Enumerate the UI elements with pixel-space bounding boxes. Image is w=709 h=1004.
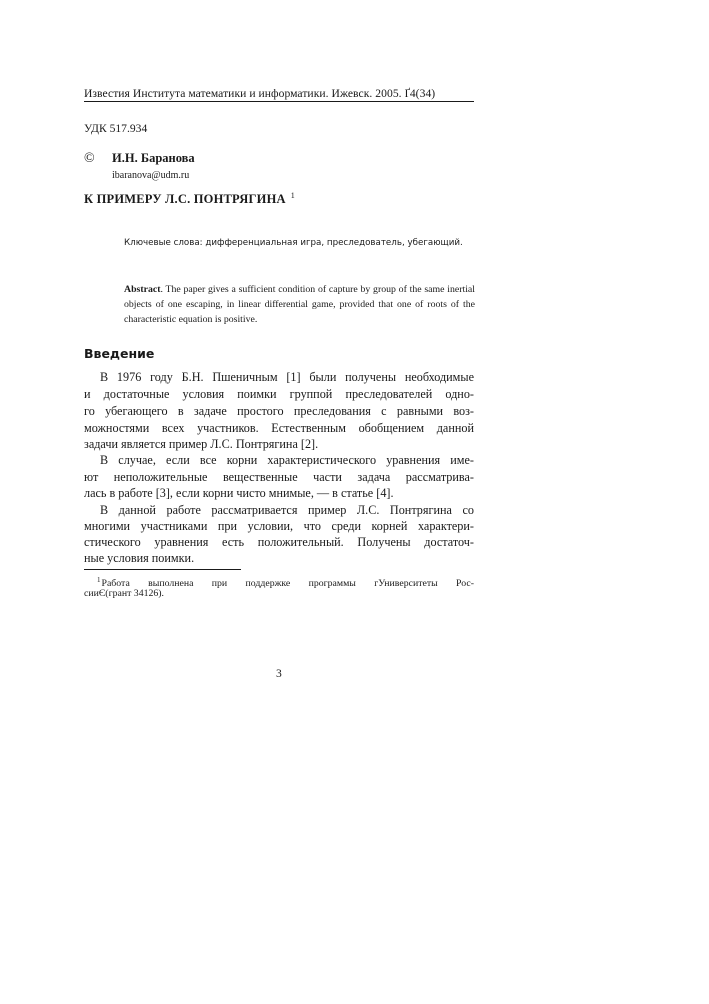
footnote-text: Работа выполнена при поддержке программы гУниверситеты Рос- [101,578,474,589]
body-line: задачи является пример Л.С. Понтрягина [2]. [84,437,319,451]
body-line: В данной работе рассматривается пример Л.С. Понтрягина со [100,503,474,517]
footnote-line: сииЄ(грант 34126). [84,588,165,599]
title-footnote-mark: 1 [290,191,295,200]
body-line: и достаточные условия поимки группой преследователей одно- [84,387,474,401]
page-number: 3 [276,667,282,680]
copyright-symbol: © [84,151,95,166]
abstract-text: . The paper gives a sufficient condition of capture by group of the same inertial objects of one escaping, in linear differential game, provided that one of roots of the characteristic equation is positive. [124,284,475,325]
header-rule [84,101,474,102]
keywords-label: Ключевые слова: [124,238,203,248]
body-line: В случае, если все корни характеристического уравнения име- [100,453,474,467]
footnote-rule [84,569,241,570]
author-name: И.Н. Баранова [112,151,195,165]
body-line: стического уравнения есть положительный. Получены достаточ- [84,535,474,549]
keywords-block [124,236,474,251]
abstract-block [124,282,475,327]
section-heading: Введение [84,346,155,361]
body-line: лась в работе [3], если корни чисто мнимые, — в статье [4]. [84,486,394,500]
body-line: можностями всех участников. Естественным обобщением данной [84,421,474,435]
body-line: многими участниками при условии, что среди корней характери- [84,519,474,533]
udc-code: УДК 517.934 [84,122,148,135]
footnote-mark: 1 [97,576,101,584]
abstract-label: Abstract [124,284,161,295]
author-email: ibaranova@udm.ru [112,170,190,181]
body-line: го убегающего в задаче простого преследования с равными воз- [84,404,474,418]
keywords-text: дифференциальная игра, преследователь, убегающий. [202,238,463,248]
running-head: Известия Института математики и информатики. Ижевск. 2005. Ґ4(34) [84,87,436,100]
body-line: ные условия поимки. [84,551,195,565]
paper-title [84,191,295,207]
paper-title-text: К ПРИМЕРУ Л.С. ПОНТРЯГИНА [84,192,286,206]
body-line: В 1976 году Б.Н. Пшеничным [1] были получены необходимые [100,370,474,384]
body-line: ют неположительные вещественные части задача рассматрива- [84,470,474,484]
